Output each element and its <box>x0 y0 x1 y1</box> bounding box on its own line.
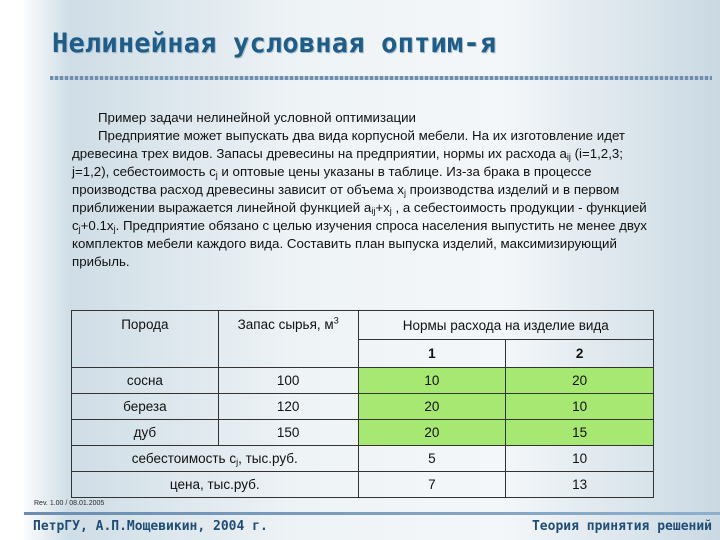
cost-value-2: 10 <box>506 446 654 472</box>
footer-author: ПетрГУ, А.П.Мощевикин, 2004 г. <box>33 519 268 534</box>
norm-value: 20 <box>506 368 654 394</box>
cost-label: себестоимость $c_j$, тыс.руб. <box>72 446 359 472</box>
stock-value: 120 <box>218 394 358 420</box>
cost-value-1: 5 <box>358 446 506 472</box>
header-product-2: 2 <box>506 340 654 368</box>
price-value-2: 13 <box>506 472 654 498</box>
revision-note: Rev. 1.00 / 08.01.2005 <box>34 500 105 507</box>
header-wood: Порода <box>72 311 219 368</box>
price-value-1: 7 <box>358 472 506 498</box>
left-band <box>0 0 24 540</box>
norm-value: 10 <box>506 394 654 420</box>
table-row <box>72 394 654 420</box>
norm-value: 20 <box>358 394 506 420</box>
wood-name: береза <box>72 394 219 420</box>
header-stock: Запас сырья, $м^3$ <box>218 311 358 368</box>
table-header-row <box>72 311 654 340</box>
table-row <box>72 368 654 394</box>
footer-divider <box>24 512 720 515</box>
price-label: цена, тыс.руб. <box>72 472 359 498</box>
norm-value: 20 <box>358 420 506 446</box>
problem-heading: Пример задачи нелинейной условной оптимизации <box>98 110 416 125</box>
stock-value: 100 <box>218 368 358 394</box>
header-product-1: 1 <box>358 340 506 368</box>
slide-title: Нелинейная условная оптим-я <box>52 28 497 59</box>
table-row <box>72 420 654 446</box>
norm-value: 15 <box>506 420 654 446</box>
wood-name: дуб <box>72 420 219 446</box>
footer-course: Теория принятия решений <box>531 519 712 534</box>
norm-value: 10 <box>358 368 506 394</box>
problem-paragraph: Предприятие может выпускать два вида корпусной мебели. На их изготовление идет древесина трех видов. Запасы древесины на предприятии, нормы их расхода $a_{ij}$ (i=1,2,3; j=1,2), себестоимость $c_j$ и оптовые цены указаны в таблице. Из-за брака в процессе производства расход древесины зависит от объема $x_j$ производства изделий и в первом приближении выражается линейной функцией $a_{ij}+x_j$ , а себестоимость продукции - функцией $c_j+0.1x_j$. Предприятие обязано с целью изучения спроса населения выпустить не менее двух комплектов мебели каждого вида. Составить план выпуска изделий, максимизирующий прибыль. <box>72 128 647 269</box>
price-row <box>72 472 654 498</box>
title-underline <box>50 76 712 80</box>
problem-text <box>72 109 662 271</box>
stock-value: 150 <box>218 420 358 446</box>
header-norms: Нормы расхода на изделие вида <box>358 311 653 340</box>
cost-row <box>72 446 654 472</box>
wood-name: сосна <box>72 368 219 394</box>
data-table <box>71 310 654 498</box>
